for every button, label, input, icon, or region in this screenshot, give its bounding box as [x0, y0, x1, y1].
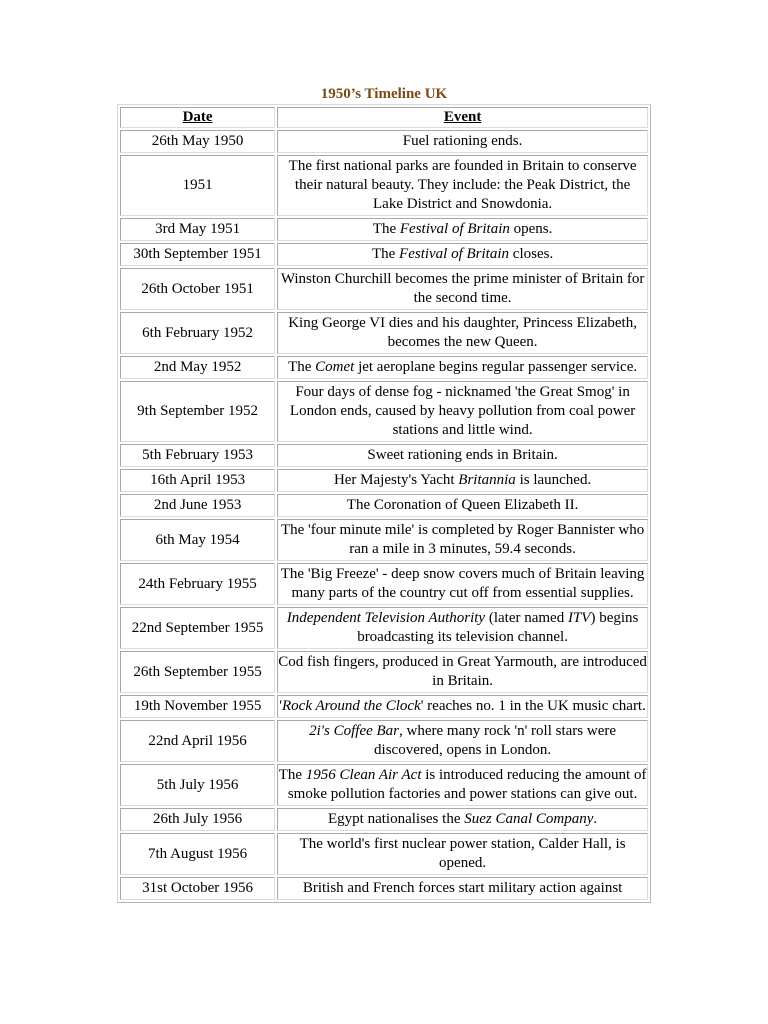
date-cell: 22nd April 1956 [120, 720, 275, 762]
table-row [120, 312, 648, 354]
event-cell [277, 469, 648, 492]
date-cell: 26th July 1956 [120, 808, 275, 831]
table-row [120, 130, 648, 153]
date-cell: 24th February 1955 [120, 563, 275, 605]
table-row [120, 764, 648, 806]
event-cell [277, 607, 648, 649]
event-text: Four days of dense fog - nicknamed 'the Great Smog' in London ends, caused by heavy pollution from coal power stations and little wind. [289, 384, 636, 438]
event-text: Her Majesty's Yacht [333, 472, 459, 488]
date-cell: 2nd May 1952 [120, 356, 275, 379]
event-text: ' [279, 698, 282, 714]
event-column-header: Event [277, 107, 648, 128]
date-cell: 19th November 1955 [120, 695, 275, 718]
date-cell: 2nd June 1953 [120, 494, 275, 517]
table-row [120, 243, 648, 266]
event-text: The world's first nuclear power station, Calder Hall, is opened. [299, 836, 626, 871]
date-cell: 5th February 1953 [120, 444, 275, 467]
table-row [120, 469, 648, 492]
event-cell [277, 519, 648, 561]
event-cell [277, 833, 648, 875]
event-cell [277, 494, 648, 517]
event-text: opens. [509, 221, 553, 237]
table-row [120, 381, 648, 442]
table-row [120, 494, 648, 517]
event-cell [277, 877, 648, 900]
timeline-table [117, 104, 651, 903]
date-cell: 9th September 1952 [120, 381, 275, 442]
event-italic-text: Festival of Britain [399, 246, 510, 262]
event-text: The 'Big Freeze' - deep snow covers much of Britain leaving many parts of the country cut off from essential supplies. [280, 566, 645, 601]
event-text: The Coronation of Queen Elizabeth II. [346, 497, 579, 513]
table-row [120, 218, 648, 241]
event-cell [277, 312, 648, 354]
event-cell [277, 764, 648, 806]
table-row [120, 695, 648, 718]
event-text: The [278, 767, 306, 783]
event-cell [277, 356, 648, 379]
event-italic-text: ITV [567, 610, 591, 626]
event-text: ' reaches no. 1 in the UK music chart. [420, 698, 646, 714]
event-text: The 'four minute mile' is completed by Roger Bannister who ran a mile in 3 minutes, 59.4 seconds. [280, 522, 645, 557]
table-row [120, 268, 648, 310]
date-cell: 22nd September 1955 [120, 607, 275, 649]
table-row [120, 720, 648, 762]
event-italic-text: Independent Television Authority [286, 610, 486, 626]
event-cell [277, 130, 648, 153]
document-title: 1950’s Timeline UK [320, 86, 448, 102]
table-row [120, 356, 648, 379]
timeline-body [120, 130, 648, 900]
event-cell [277, 651, 648, 693]
event-text: (later named [485, 610, 568, 626]
event-cell [277, 268, 648, 310]
date-cell: 3rd May 1951 [120, 218, 275, 241]
date-cell: 6th February 1952 [120, 312, 275, 354]
event-cell [277, 155, 648, 216]
date-cell: 26th May 1950 [120, 130, 275, 153]
event-text: , where many rock 'n' roll stars were discovered, opens in London. [374, 723, 617, 758]
table-row [120, 519, 648, 561]
page-cutoff [0, 932, 768, 1024]
event-text: Egypt nationalises the [328, 811, 465, 827]
event-text: ) begins broadcasting its television channel. [357, 610, 639, 645]
event-cell [277, 563, 648, 605]
table-row [120, 833, 648, 875]
date-column-header: Date [120, 107, 275, 128]
event-text: British and French forces start military action against [302, 880, 623, 896]
event-cell [277, 444, 648, 467]
event-italic-text: Britannia [458, 472, 516, 488]
event-cell [277, 218, 648, 241]
event-text: jet aeroplane begins regular passenger service. [354, 359, 638, 375]
event-text: Sweet rationing ends in Britain. [367, 447, 558, 463]
table-row [120, 444, 648, 467]
event-italic-text: Rock Around the Clock [282, 698, 421, 714]
event-text: Fuel rationing ends. [402, 133, 523, 149]
date-cell: 1951 [120, 155, 275, 216]
event-cell [277, 695, 648, 718]
event-italic-text: Comet [315, 359, 355, 375]
event-italic-text: 1956 Clean Air Act [305, 767, 422, 783]
event-cell [277, 243, 648, 266]
table-row [120, 651, 648, 693]
event-text: Cod fish fingers, produced in Great Yarmouth, are introduced in Britain. [278, 654, 647, 689]
event-italic-text: 2i's Coffee Bar [309, 723, 400, 739]
event-text: closes. [509, 246, 554, 262]
date-cell: 30th September 1951 [120, 243, 275, 266]
event-text: The [372, 221, 400, 237]
table-header-row [120, 107, 648, 128]
date-cell: 5th July 1956 [120, 764, 275, 806]
date-cell: 31st October 1956 [120, 877, 275, 900]
event-italic-text: Suez Canal Company [464, 811, 594, 827]
event-text: The [371, 246, 400, 262]
date-cell: 26th September 1955 [120, 651, 275, 693]
date-cell: 16th April 1953 [120, 469, 275, 492]
date-cell: 6th May 1954 [120, 519, 275, 561]
table-row [120, 607, 648, 649]
date-cell: 26th October 1951 [120, 268, 275, 310]
event-text: Winston Churchill becomes the prime minister of Britain for the second time. [280, 271, 645, 306]
event-cell [277, 720, 648, 762]
event-text: is introduced reducing the amount of smoke pollution factories and power stations can give out. [287, 767, 647, 802]
table-row [120, 877, 648, 900]
event-text: The [288, 359, 316, 375]
event-cell [277, 808, 648, 831]
table-row [120, 155, 648, 216]
date-cell: 7th August 1956 [120, 833, 275, 875]
event-text: The first national parks are founded in Britain to conserve their natural beauty. They include: the Peak District, the Lake District and Snowdonia. [288, 158, 637, 212]
table-row [120, 563, 648, 605]
event-italic-text: Festival of Britain [399, 221, 510, 237]
event-text: is launched. [515, 472, 592, 488]
table-row [120, 808, 648, 831]
event-text: . [593, 811, 598, 827]
event-cell [277, 381, 648, 442]
event-text: King George VI dies and his daughter, Princess Elizabeth, becomes the new Queen. [288, 315, 637, 350]
